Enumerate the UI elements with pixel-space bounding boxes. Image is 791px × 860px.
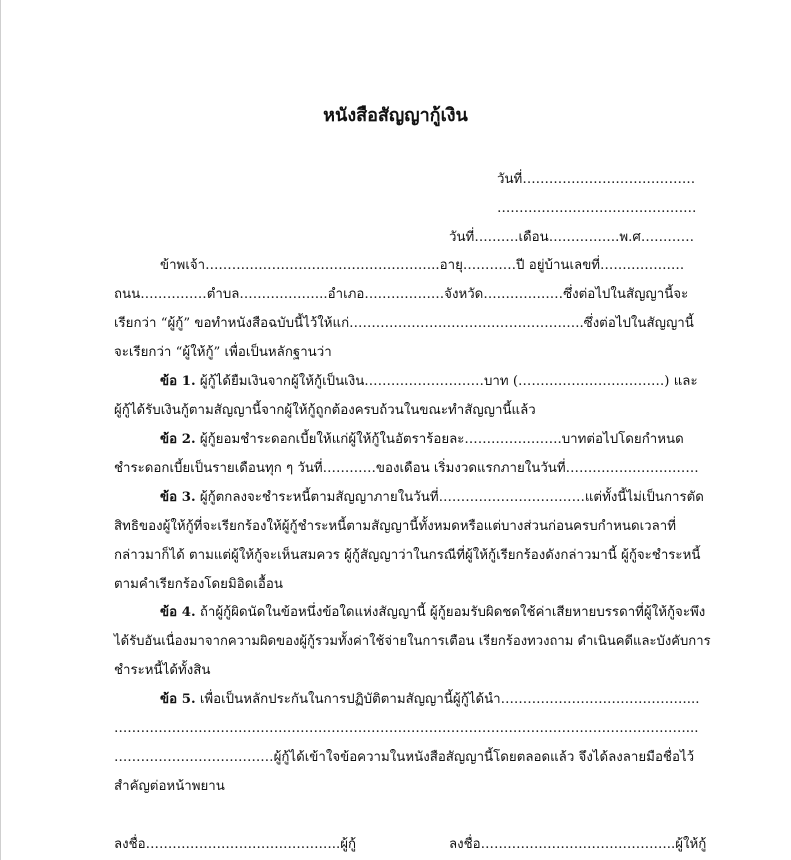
clause-5-text: เพื่อเป็นหลักประกันในการปฏิบัติตามสัญญานี้ผู้กู้ได้นำ……………………………………...	[199, 692, 700, 707]
intro-line-3: เรียกว่า “ผู้กู้” ขอทำหนังสือฉบับนี้ไว้ให้แก่……………………………………………..ซึ่งต่อไปในสัญญานี้	[114, 316, 694, 331]
clause-1-line-2: ผู้กู้ได้รับเงินกู้ตามสัญญานี้จากผู้ให้กู้ถูกต้องครบถ้วนในขณะทำสัญญานี้แล้ว	[114, 403, 536, 418]
borrower-signature-line: ลงชื่อ……………………………………..ผู้กู้	[114, 837, 357, 852]
clause-4-line-2: ได้รับอันเนื่องมาจากความผิดของผู้กู้รวมทั้งค่าใช้จ่ายในการเตือน เรียกร้องทวงถาม ดำเนินคดีและบังคับการ	[114, 634, 711, 649]
clause-5-line-1	[160, 691, 699, 709]
clause-5-line-2: …………………………………………………………………………………………………………………...	[114, 721, 699, 736]
clause-2-line-2: ชำระดอกเบี้ยเป็นรายเดือนทุก ๆ วันที่…………ของเดือน เริ่มงวดแรกภายในวันที่…………………………	[114, 461, 699, 476]
clause-4-line-1	[160, 604, 705, 622]
intro-line-4: จะเรียกว่า “ผู้ให้กู้” เพื่อเป็นหลักฐานว่า	[114, 345, 332, 360]
date-line: วันที่……….เดือน…………….พ.ศ…………	[449, 230, 695, 245]
clause-3-label: ข้อ 3.	[160, 490, 196, 505]
clause-5-line-4: สำคัญต่อหน้าพยาน	[114, 779, 225, 794]
clause-2-line-1	[160, 431, 684, 449]
intro-line-2: ถนน……………ตำบล………………..อำเภอ………………จังหวัด………………ซึ่งต่อไปในสัญญานี้จะ	[114, 287, 689, 302]
clause-1-line-1	[160, 373, 698, 391]
lender-signature-line: ลงชื่อ……………………………………..ผู้ให้กู้	[449, 837, 707, 852]
place-line: วันที่…………………………………	[497, 172, 696, 187]
place-line-continued: ………………………………………	[497, 201, 697, 216]
clause-3-text: ผู้กู้ตกลงจะชำระหนี้ตามสัญญาภายในวันที่……………………………แต่ทั้งนี้ไม่เป็นการตัด	[199, 490, 704, 505]
clause-3-line-2: สิทธิของผู้ให้กู้ที่จะเรียกร้องให้ผู้กู้ชำระหนี้ตามสัญญานี้ทั้งหมดหรือแต่บางส่วนก่อนครบกำหนดเวลาที่	[114, 519, 677, 534]
clause-3-line-1	[160, 489, 704, 507]
clause-2-label: ข้อ 2.	[160, 432, 196, 447]
clause-4-text: ถ้าผู้กู้ผิดนัดในข้อหนึ่งข้อใดแห่งสัญญานี้ ผู้กู้ยอมรับผิดชดใช้ค่าเสียหายบรรดาที่ผู้ให้กู้จะพึง	[199, 605, 706, 620]
clause-1-label: ข้อ 1.	[160, 374, 196, 389]
clause-3-line-4: ตามคำเรียกร้องโดยมิอิดเอื้อน	[114, 577, 283, 592]
clause-3-line-3: กล่าวมาก็ได้ ตามแต่ผู้ให้กู้จะเห็นสมควร ผู้กู้สัญญาว่าในกรณีที่ผู้ให้กู้เรียกร้องดังกล่าวมานี้ ผู้กู้จะชำระหนี้	[114, 548, 701, 563]
intro-line-1: ข้าพเจ้า……………………………………………..อายุ…………ปี อยู่บ้านเลขที่……………….	[160, 258, 685, 273]
clause-5-line-3: ………………………………ผู้กู้ได้เข้าใจข้อความในหนังสือสัญญานี้โดยตลอดแล้ว จึงได้ลงลายมือชื่อไว้	[114, 750, 695, 765]
clause-4-label: ข้อ 4.	[160, 605, 196, 620]
clause-5-label: ข้อ 5.	[160, 692, 196, 707]
page-edge	[0, 0, 1, 860]
clause-1-text: ผู้กู้ได้ยืมเงินจากผู้ให้กู้เป็นเงิน………………………บาท (……………………………) และ	[199, 374, 698, 389]
document-title: หนังสือสัญญากู้เงิน	[323, 105, 468, 126]
clause-2-text: ผู้กู้ยอมชำระดอกเบี้ยให้แก่ผู้ให้กู้ในอัตราร้อยละ………………….บาทต่อไปโดยกำหนด	[199, 432, 684, 447]
clause-4-line-3: ชำระหนี้ได้ทั้งสิน	[114, 663, 211, 678]
